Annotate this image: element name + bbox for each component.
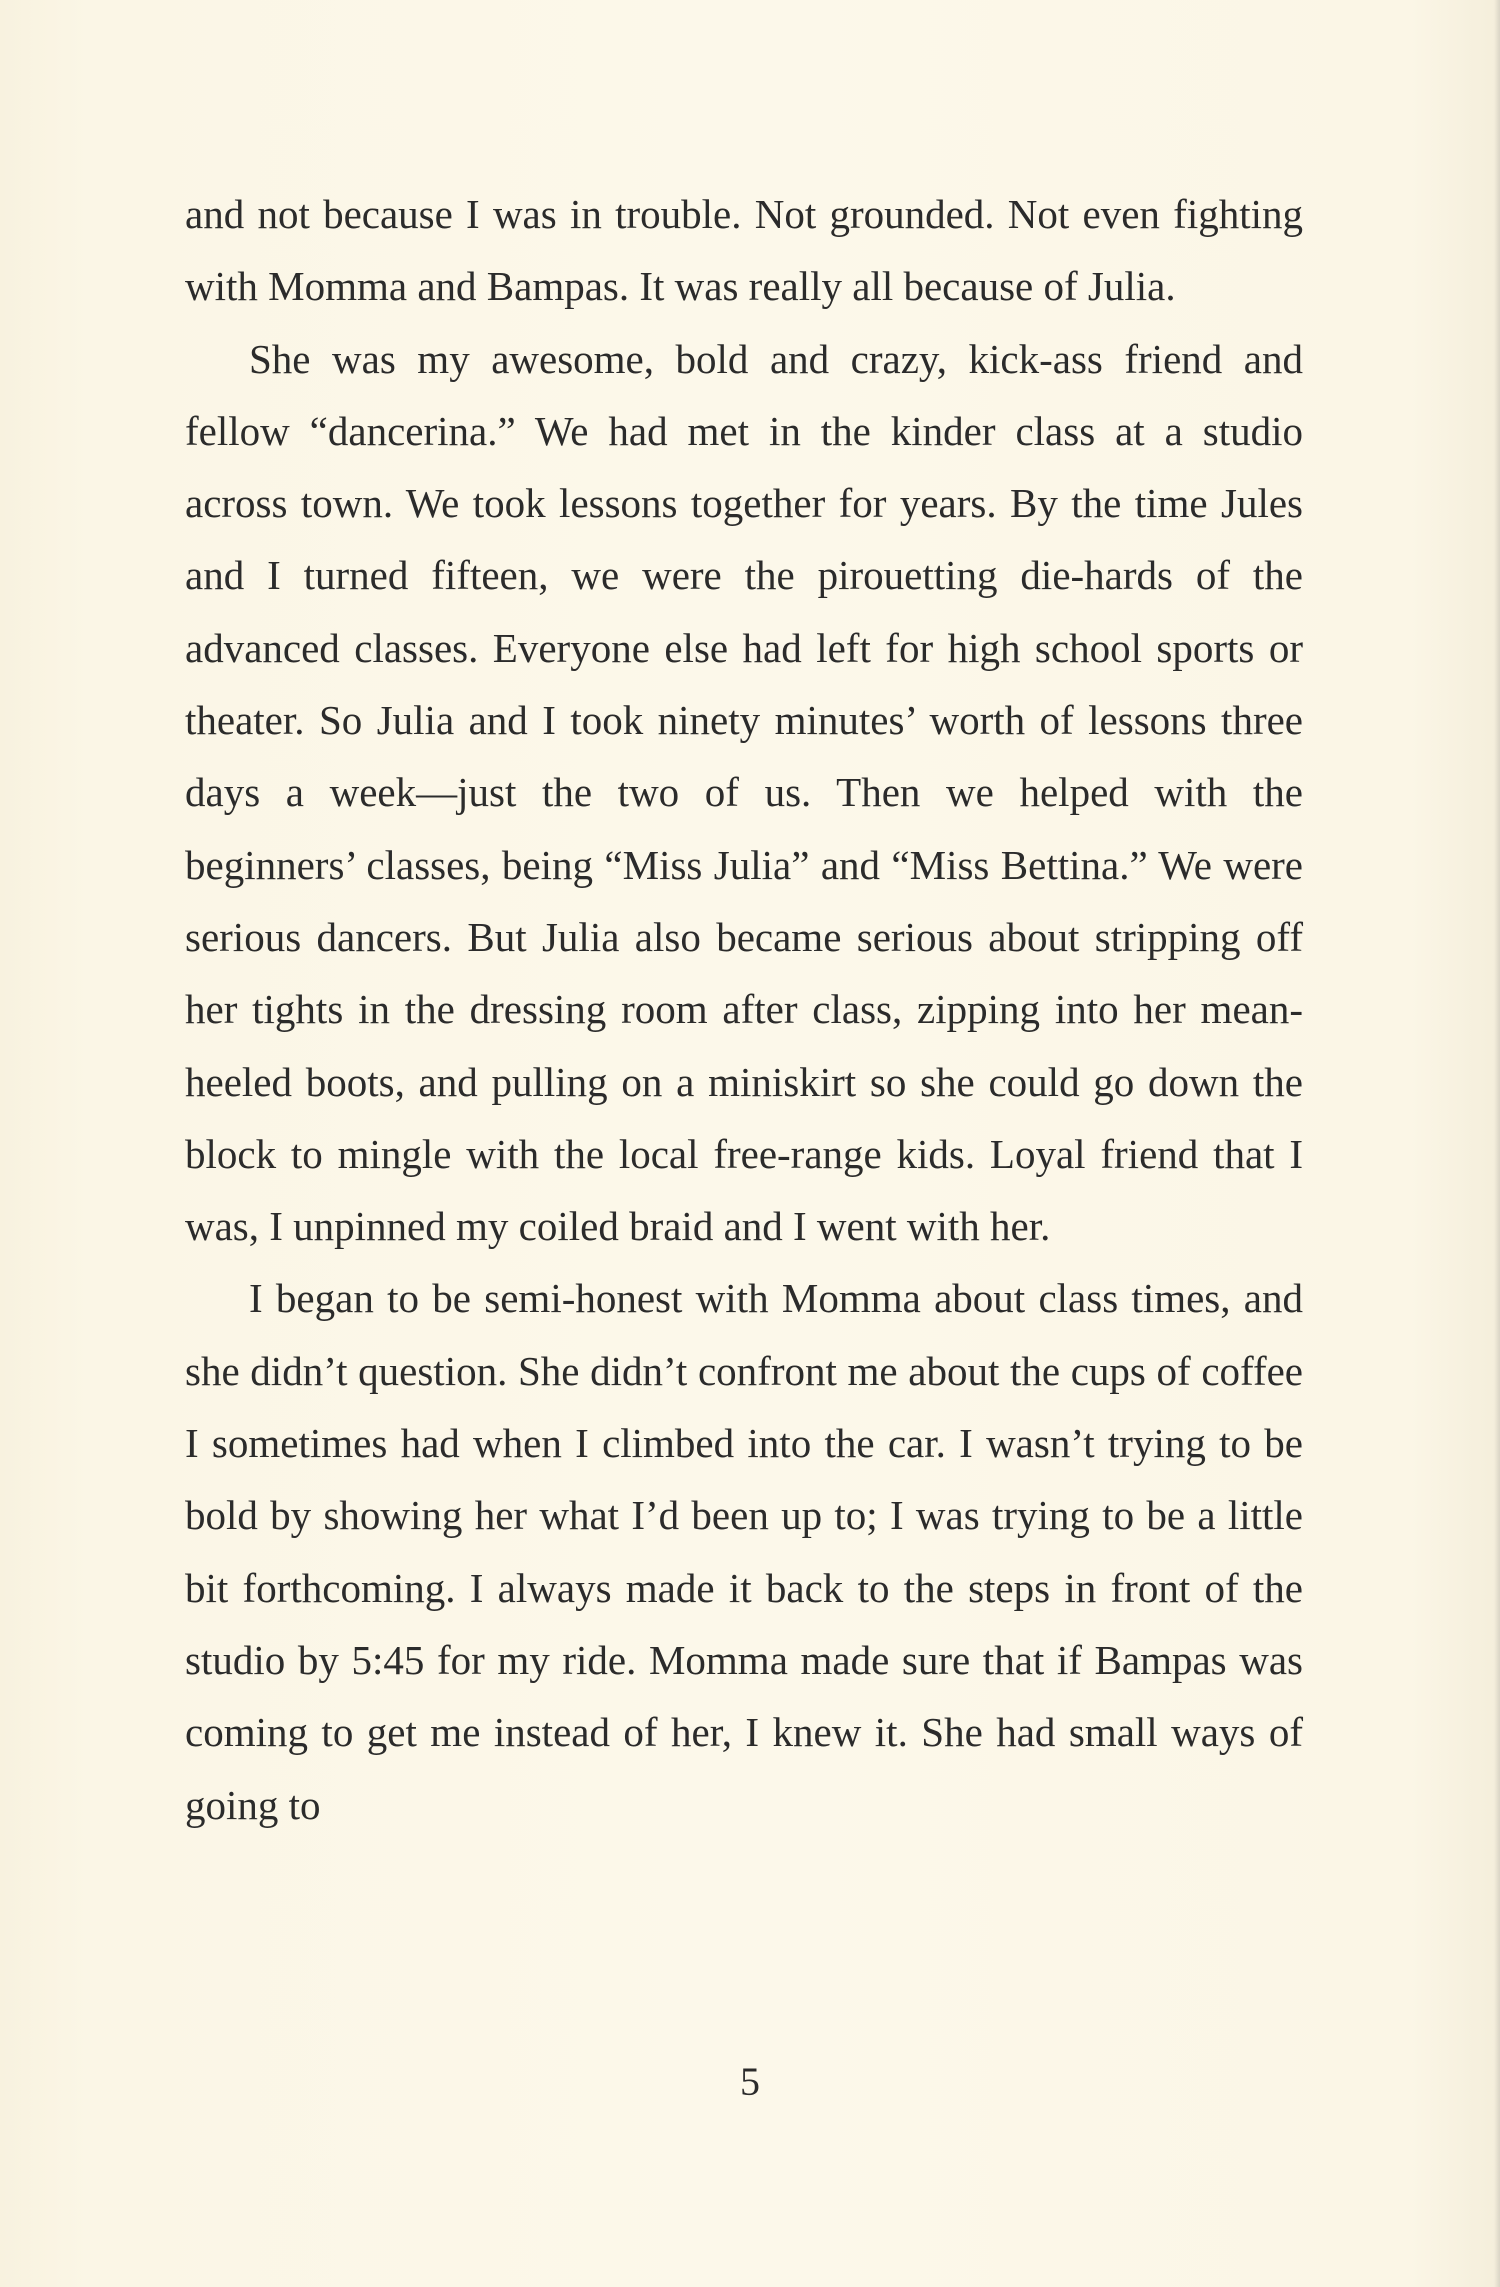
page-number: 5: [740, 2059, 760, 2104]
paragraph-3: I began to be semi-honest with Momma about class times, and she didn’t question. She didn’t confront me about the cups of coffee I sometimes had when I climbed into the car. I wasn’t trying to be bold by showing her what I’d been up to; I was trying to be a little bit forthcoming. I always made it back to the steps in front of the studio by 5:45 for my ride. Momma made sure that if Bampas was coming to get me instead of her, I knew it. She had small ways of going to: [185, 1275, 1303, 1828]
body-text: [185, 178, 1303, 1841]
paragraph-1: and not because I was in trouble. Not grounded. Not even fighting with Momma and Bampas. It was really all because of Julia.: [185, 191, 1303, 310]
page-edge-shadow: [1494, 0, 1500, 2287]
paragraph-2: She was my awesome, bold and crazy, kick-ass friend and fellow “dancerina.” We had met in the kinder class at a studio across town. We took lessons together for years. By the time Jules and I turned fifteen, we were the pirouetting die-hards of the advanced classes. Everyone else had left for high school sports or theater. So Julia and I took ninety minutes’ worth of lessons three days a week—just the two of us. Then we helped with the beginners’ classes, being “Miss Julia” and “Miss Bettina.” We were serious dancers. But Julia also became serious about stripping off her tights in the dressing room after class, zipping into her mean-heeled boots, and pulling on a miniskirt so she could go down the block to mingle with the local free-range kids. Loyal friend that I was, I unpinned my coiled braid and I went with her.: [185, 335, 1303, 1250]
